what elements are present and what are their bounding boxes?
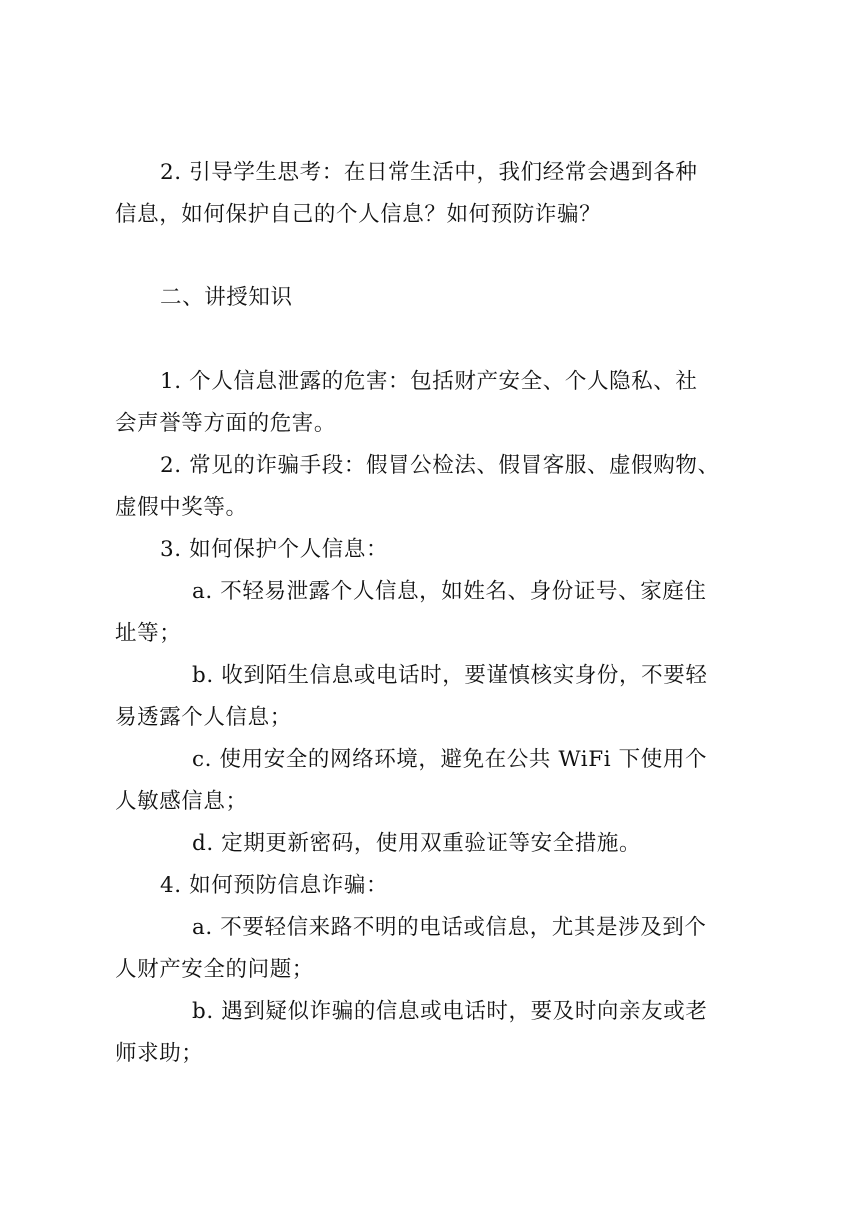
sub-item-line: d. 定期更新密码，使用双重验证等安全措施。 — [192, 831, 642, 856]
list-item-line: 会声誉等方面的危害。 — [115, 411, 337, 436]
paragraph-line: 2. 引导学生思考：在日常生活中，我们经常会遇到各种 — [160, 160, 698, 185]
list-item-line: 3. 如何保护个人信息： — [160, 537, 389, 562]
sub-item-line: 师求助； — [115, 1041, 204, 1066]
sub-item-line: 人财产安全的问题； — [115, 957, 314, 982]
list-item-line: 2. 常见的诈骗手段：假冒公检法、假冒客服、虚假购物、 — [160, 453, 720, 478]
sub-item-line: 人敏感信息； — [115, 789, 248, 814]
sub-item-line: b. 收到陌生信息或电话时，要谨慎核实身份，不要轻 — [192, 663, 708, 688]
sub-item-line: b. 遇到疑似诈骗的信息或电话时，要及时向亲友或老 — [192, 999, 708, 1024]
sub-item-line: a. 不轻易泄露个人信息，如姓名、身份证号、家庭住 — [192, 579, 707, 604]
paragraph-line: 信息，如何保护自己的个人信息？如何预防诈骗？ — [115, 202, 602, 227]
sub-item-line: 易透露个人信息； — [115, 705, 292, 730]
sub-item-line: c. 使用安全的网络环境，避免在公共 WiFi 下使用个 — [192, 747, 708, 772]
section-heading: 二、讲授知识 — [160, 285, 293, 310]
sub-item-line: a. 不要轻信来路不明的电话或信息，尤其是涉及到个 — [192, 915, 707, 940]
list-item-line: 1. 个人信息泄露的危害：包括财产安全、个人隐私、社 — [160, 369, 698, 394]
sub-item-line: 址等； — [115, 621, 182, 646]
list-item-line: 4. 如何预防信息诈骗： — [160, 873, 389, 898]
list-item-line: 虚假中奖等。 — [115, 495, 248, 520]
